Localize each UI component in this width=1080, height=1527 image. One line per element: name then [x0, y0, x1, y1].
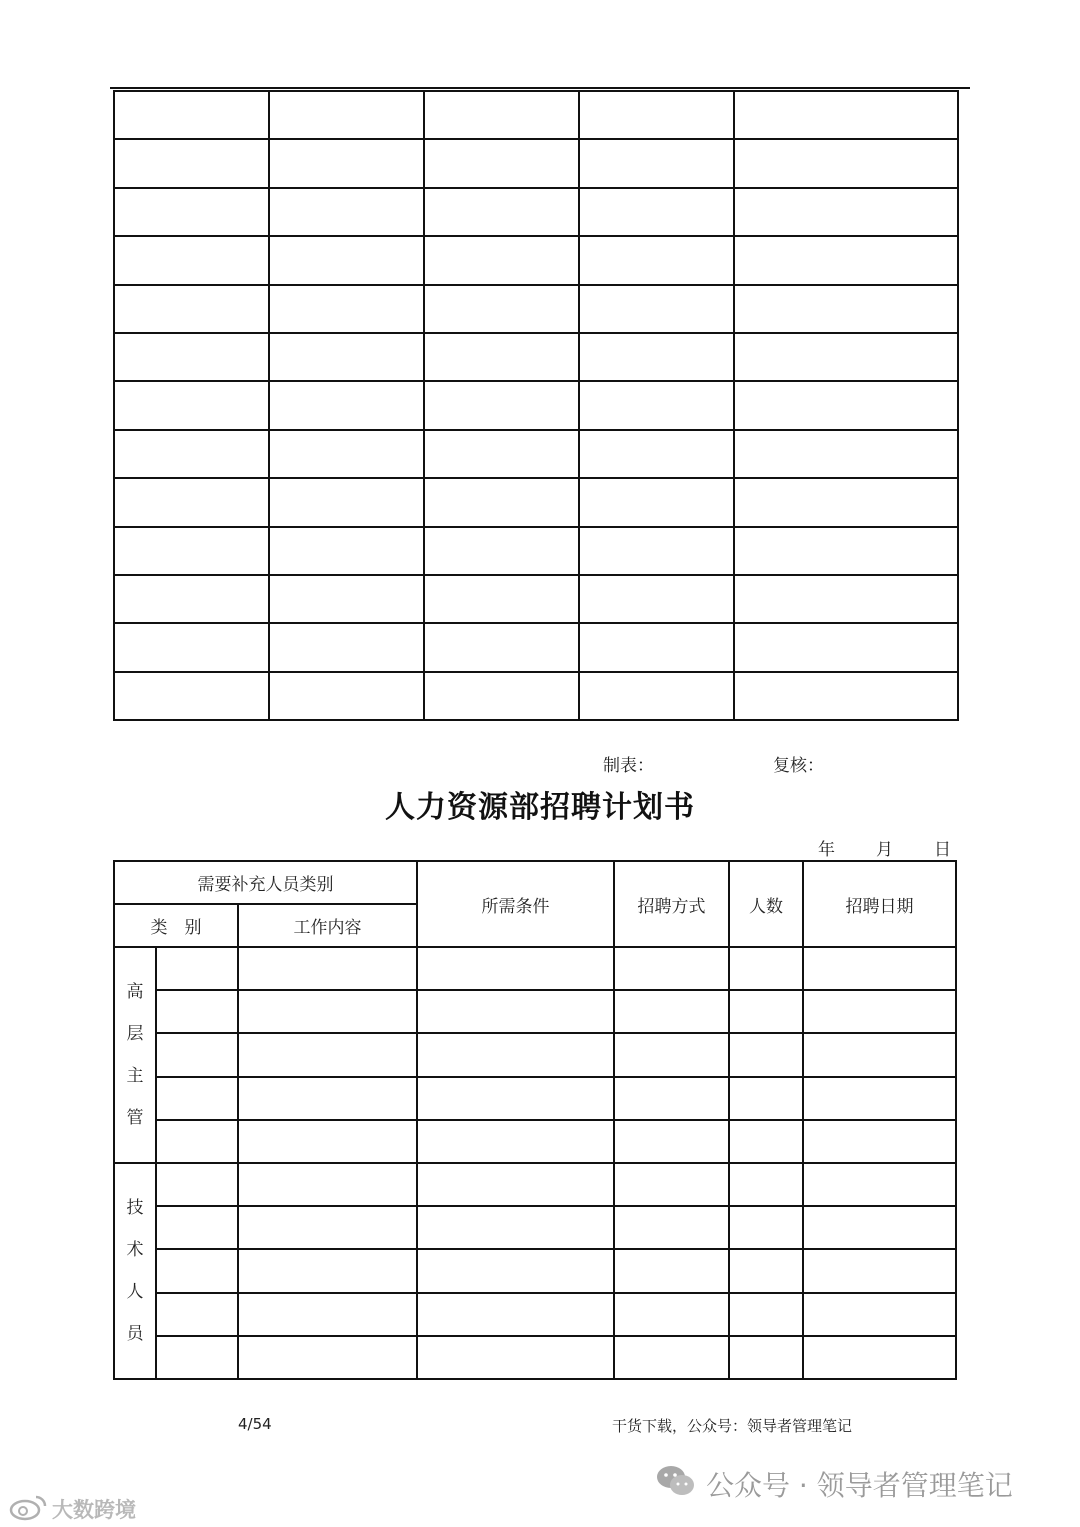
- table-cell: [579, 188, 734, 236]
- table-cell: [238, 1293, 417, 1336]
- reviewed-by-label: 复核：: [773, 756, 824, 776]
- section-label-char: 术: [126, 1239, 144, 1260]
- table-cell: [424, 527, 579, 575]
- table-row: [114, 139, 958, 187]
- table-cell: [417, 1293, 614, 1336]
- table-cell: [803, 1163, 956, 1206]
- table-row: [114, 236, 958, 284]
- table-row: [114, 91, 958, 139]
- table-row: [114, 285, 958, 333]
- table-cell: [114, 139, 269, 187]
- table-cell: [269, 527, 424, 575]
- table-cell: [734, 527, 958, 575]
- table-cell: [734, 188, 958, 236]
- table-cell: [417, 947, 614, 990]
- table-cell: [579, 672, 734, 720]
- table-cell: [269, 236, 424, 284]
- table-cell: [424, 285, 579, 333]
- table-cell: [734, 91, 958, 139]
- table-cell: [156, 1033, 238, 1076]
- table-cell: [238, 1163, 417, 1206]
- table-cell: [269, 575, 424, 623]
- header-method: 招聘方式: [614, 861, 729, 947]
- table-cell: [424, 381, 579, 429]
- table-cell: [269, 381, 424, 429]
- table-cell: [734, 672, 958, 720]
- table-cell: [424, 623, 579, 671]
- table-row: [114, 947, 956, 990]
- table-cell: [417, 1336, 614, 1379]
- table-cell: [156, 1293, 238, 1336]
- table-cell: [238, 1249, 417, 1292]
- table-cell: [734, 381, 958, 429]
- table-row: [114, 672, 958, 720]
- table-cell: [114, 188, 269, 236]
- table-cell: [156, 1206, 238, 1249]
- table-cell: [803, 1336, 956, 1379]
- top-rule: [110, 87, 970, 89]
- section-label-char: 技: [126, 1197, 144, 1218]
- table-cell: [238, 1033, 417, 1076]
- table-cell: [734, 333, 958, 381]
- date-year: 年: [818, 840, 835, 860]
- table-cell: [114, 575, 269, 623]
- table-cell: [424, 672, 579, 720]
- wechat-watermark: 公众号 · 领导者管理笔记: [706, 1469, 1013, 1502]
- table-cell: [417, 1120, 614, 1163]
- header-date: 招聘日期: [803, 861, 956, 947]
- table-cell: [729, 947, 803, 990]
- table-cell: [614, 1293, 729, 1336]
- table-cell: [156, 1249, 238, 1292]
- table-cell: [424, 575, 579, 623]
- table-row: [114, 1249, 956, 1292]
- table-cell: [114, 236, 269, 284]
- table-cell: [803, 1077, 956, 1120]
- table-cell: [579, 430, 734, 478]
- table-cell: [114, 527, 269, 575]
- page-title: 人力资源部招聘计划书: [385, 790, 695, 825]
- table-cell: [579, 236, 734, 284]
- wechat-icon: [655, 1462, 697, 1500]
- table-cell: [114, 333, 269, 381]
- table-cell: [114, 91, 269, 139]
- page-number: 4/54: [238, 1415, 272, 1433]
- footer-note: 干货下载，公众号：领导者管理笔记: [612, 1417, 853, 1435]
- table-cell: [269, 623, 424, 671]
- table-row: [114, 478, 958, 526]
- table-row: [114, 1293, 956, 1336]
- section-label-char: 层: [126, 1023, 144, 1044]
- table-cell: [614, 1206, 729, 1249]
- table-row: [114, 188, 958, 236]
- table-cell: [269, 139, 424, 187]
- table-cell: [579, 575, 734, 623]
- table-cell: [238, 990, 417, 1033]
- table-cell: [729, 1293, 803, 1336]
- table-cell: [417, 1077, 614, 1120]
- corner-watermark: 大数跨境: [52, 1498, 136, 1522]
- table-cell: [424, 188, 579, 236]
- table-cell: [729, 990, 803, 1033]
- table-cell: [114, 478, 269, 526]
- table-cell: [269, 430, 424, 478]
- section-label-char: 员: [126, 1323, 144, 1344]
- section-label-char: 主: [126, 1065, 144, 1086]
- table-cell: [417, 990, 614, 1033]
- weibo-icon: [8, 1493, 50, 1521]
- table-row: [114, 575, 958, 623]
- table-cell: [424, 333, 579, 381]
- table-cell: [803, 1249, 956, 1292]
- table-cell: [424, 478, 579, 526]
- table-cell: [156, 1336, 238, 1379]
- table-cell: [269, 478, 424, 526]
- table-cell: [614, 990, 729, 1033]
- table-cell: [579, 527, 734, 575]
- table-cell: [579, 333, 734, 381]
- table-cell: [803, 1206, 956, 1249]
- table-cell: [614, 1120, 729, 1163]
- table-cell: [238, 1206, 417, 1249]
- table-cell: [579, 381, 734, 429]
- section-label-char: 管: [126, 1107, 144, 1128]
- table-cell: [803, 947, 956, 990]
- table-row: [114, 1206, 956, 1249]
- table-row: [114, 1336, 956, 1379]
- table-row: [114, 990, 956, 1033]
- table-cell: [614, 947, 729, 990]
- table-cell: [156, 990, 238, 1033]
- table-cell: [729, 1077, 803, 1120]
- table-cell: [114, 381, 269, 429]
- table-cell: [114, 623, 269, 671]
- table-cell: [803, 1033, 956, 1076]
- table-cell: [579, 91, 734, 139]
- table-cell: [424, 430, 579, 478]
- table-cell: [156, 1077, 238, 1120]
- section-label-char: 人: [126, 1281, 144, 1302]
- header-requirements: 所需条件: [417, 861, 614, 947]
- table-row: [114, 381, 958, 429]
- table-cell: [269, 285, 424, 333]
- table-cell: [114, 430, 269, 478]
- table-cell: [238, 947, 417, 990]
- table-cell: [156, 1163, 238, 1206]
- header-category: 类 别: [114, 904, 238, 947]
- table-cell: [579, 478, 734, 526]
- table-cell: [614, 1033, 729, 1076]
- section-label-char: 高: [126, 981, 144, 1002]
- table-cell: [156, 947, 238, 990]
- table-cell: [269, 188, 424, 236]
- table-cell: [269, 91, 424, 139]
- section-label: [114, 947, 156, 1163]
- table-cell: [424, 139, 579, 187]
- table-cell: [424, 236, 579, 284]
- table-cell: [734, 575, 958, 623]
- table-cell: [729, 1033, 803, 1076]
- table-cell: [156, 1120, 238, 1163]
- table-cell: [729, 1163, 803, 1206]
- table-row: [114, 1077, 956, 1120]
- table-cell: [803, 1293, 956, 1336]
- header-group: 需要补充人员类别: [114, 861, 417, 904]
- table-cell: [734, 236, 958, 284]
- table-cell: [729, 1206, 803, 1249]
- table-cell: [734, 623, 958, 671]
- table-cell: [417, 1249, 614, 1292]
- table-cell: [614, 1163, 729, 1206]
- table-cell: [579, 139, 734, 187]
- table-row: [114, 527, 958, 575]
- table-row: [114, 333, 958, 381]
- table-cell: [579, 623, 734, 671]
- section-label: [114, 1163, 156, 1379]
- table-cell: [417, 1206, 614, 1249]
- header-count: 人数: [729, 861, 803, 947]
- table-cell: [424, 91, 579, 139]
- date-month: 月: [876, 840, 893, 860]
- table-cell: [114, 672, 269, 720]
- table-cell: [734, 478, 958, 526]
- table-row: [114, 1120, 956, 1163]
- table-cell: [734, 430, 958, 478]
- date-day: 日: [934, 840, 951, 860]
- table-cell: [238, 1336, 417, 1379]
- table-cell: [269, 333, 424, 381]
- table-cell: [614, 1077, 729, 1120]
- prepared-by-label: 制表：: [603, 756, 654, 776]
- table-cell: [114, 285, 269, 333]
- table-cell: [417, 1033, 614, 1076]
- table-cell: [614, 1336, 729, 1379]
- table-cell: [238, 1120, 417, 1163]
- recruitment-plan-table: [113, 860, 957, 1380]
- header-job-content: 工作内容: [238, 904, 417, 947]
- table-row: [114, 623, 958, 671]
- table-cell: [238, 1077, 417, 1120]
- table-cell: [803, 990, 956, 1033]
- table-row: [114, 430, 958, 478]
- table-row: [114, 1033, 956, 1076]
- table-cell: [417, 1163, 614, 1206]
- upper-blank-table: [113, 90, 959, 721]
- table-cell: [734, 139, 958, 187]
- table-row: [114, 1163, 956, 1206]
- table-cell: [803, 1120, 956, 1163]
- table-cell: [734, 285, 958, 333]
- table-cell: [614, 1249, 729, 1292]
- table-cell: [729, 1249, 803, 1292]
- table-cell: [269, 672, 424, 720]
- table-cell: [729, 1120, 803, 1163]
- table-cell: [729, 1336, 803, 1379]
- table-cell: [579, 285, 734, 333]
